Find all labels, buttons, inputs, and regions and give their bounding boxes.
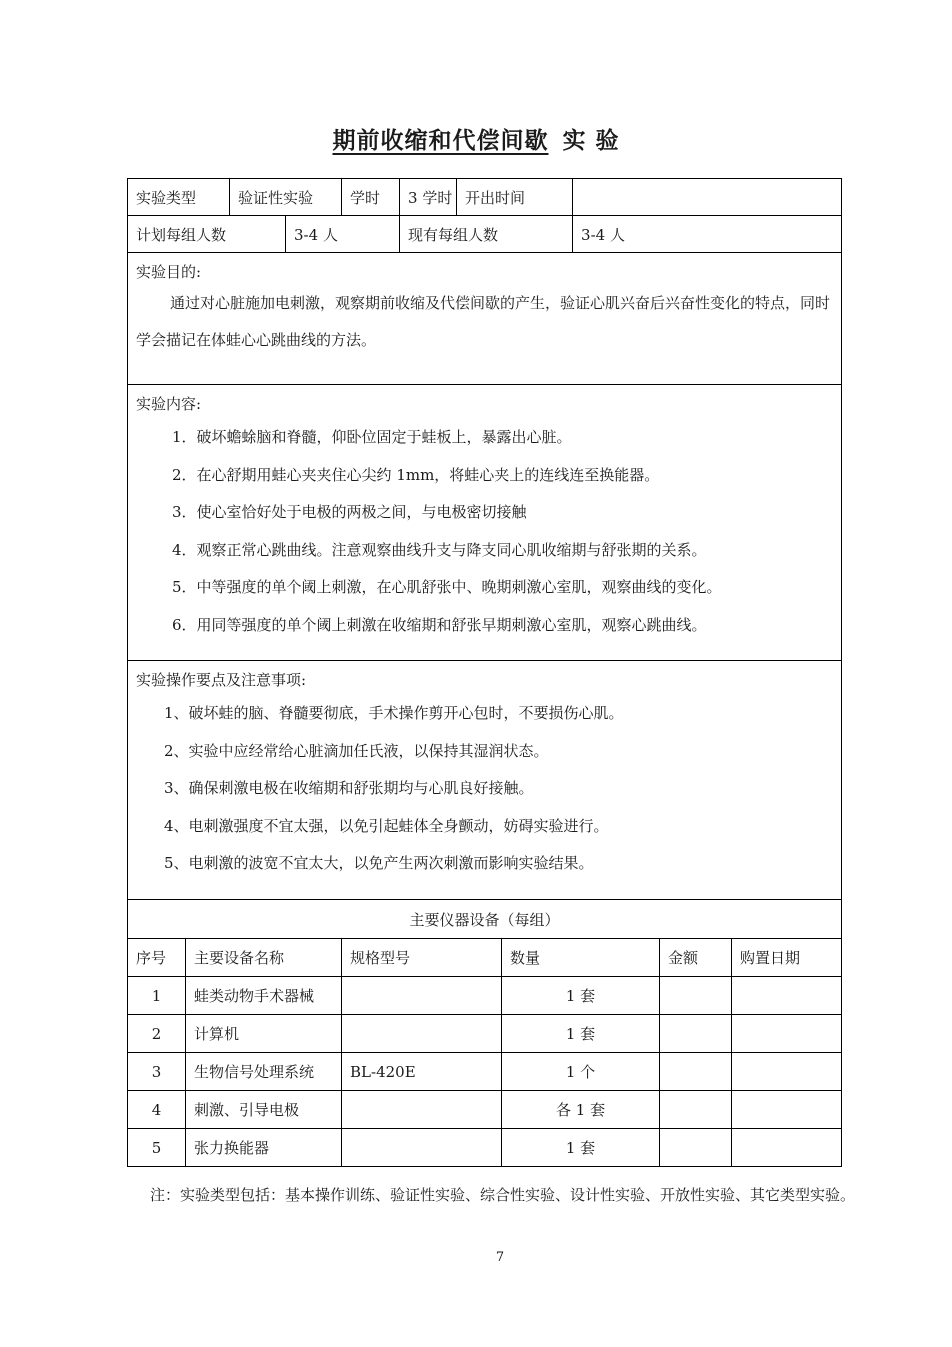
cell-amount <box>660 1091 732 1129</box>
purpose-section <box>128 253 842 385</box>
cell-date <box>732 977 842 1015</box>
cell-spec <box>342 977 502 1015</box>
col-header-qty: 数量 <box>502 939 660 977</box>
cell-index: 5 <box>128 1129 186 1167</box>
cell-amount <box>660 1053 732 1091</box>
cell-name: 刺激、引导电极 <box>186 1091 342 1129</box>
cell-amount <box>660 977 732 1015</box>
purpose-text: 通过对心脏施加电刺激，观察期前收缩及代偿间歇的产生，验证心肌兴奋后兴奋性变化的特点，同时学会描记在体蛙心心跳曲线的方法。 <box>136 294 831 349</box>
table-row <box>128 977 842 1015</box>
cell-spec <box>342 1129 502 1167</box>
cell-name: 生物信号处理系统 <box>186 1053 342 1091</box>
col-header-index: 序号 <box>128 939 186 977</box>
cell-date <box>732 1053 842 1091</box>
content-label: 实验内容: <box>136 395 202 413</box>
cell-qty: 各 1 套 <box>502 1091 660 1129</box>
cell-amount <box>660 1129 732 1167</box>
equipment-header-row <box>128 939 842 977</box>
cell-qty: 1 套 <box>502 1129 660 1167</box>
cell-index: 3 <box>128 1053 186 1091</box>
cell-date <box>732 1129 842 1167</box>
cell-amount <box>660 1015 732 1053</box>
plan-value: 3-4 人 <box>286 216 400 253</box>
col-header-amount: 金额 <box>660 939 732 977</box>
current-value: 3-4 人 <box>573 216 842 253</box>
type-label: 实验类型 <box>128 179 230 216</box>
hours-label: 学时 <box>342 179 400 216</box>
list-item: 2、实验中应经常给心脏滴加任氏液，以保持其湿润状态。 <box>164 741 549 760</box>
time-value <box>573 179 842 216</box>
plan-label: 计划每组人数 <box>128 216 286 253</box>
table-row <box>128 1053 842 1091</box>
cell-name: 张力换能器 <box>186 1129 342 1167</box>
title-suffix: 实 验 <box>562 127 620 154</box>
page-number: 7 <box>495 1250 505 1265</box>
list-item: 5．中等强度的单个阈上刺激，在心肌舒张中、晚期刺激心室肌，观察曲线的变化。 <box>172 578 722 596</box>
list-item: 4、电刺激强度不宜太强，以免引起蛙体全身颤动，妨碍实验进行。 <box>164 816 609 835</box>
cell-index: 4 <box>128 1091 186 1129</box>
notes-label: 实验操作要点及注意事项: <box>136 671 307 689</box>
list-item: 3．使心室恰好处于电极的两极之间，与电极密切接触 <box>172 503 527 521</box>
page-title <box>0 122 952 155</box>
cell-date <box>732 1091 842 1129</box>
content-section <box>128 385 842 661</box>
cell-index: 2 <box>128 1015 186 1053</box>
info-row-1 <box>128 179 842 216</box>
type-value: 验证性实验 <box>230 179 342 216</box>
cell-spec <box>342 1015 502 1053</box>
list-item: 6．用同等强度的单个阈上刺激在收缩期和舒张早期刺激心室肌，观察心跳曲线。 <box>172 615 707 634</box>
list-item: 1．破坏蟾蜍脑和脊髓，仰卧位固定于蛙板上，暴露出心脏。 <box>172 428 572 446</box>
table-row <box>128 1091 842 1129</box>
cell-qty: 1 个 <box>502 1053 660 1091</box>
cell-spec: BL-420E <box>342 1053 502 1091</box>
equipment-title-row <box>128 900 842 939</box>
purpose-label: 实验目的: <box>136 263 202 281</box>
current-label: 现有每组人数 <box>400 216 573 253</box>
col-header-date: 购置日期 <box>732 939 842 977</box>
list-item: 5、电刺激的波宽不宜太大，以免产生两次刺激而影响实验结果。 <box>164 854 594 872</box>
table-row <box>128 1015 842 1053</box>
cell-qty: 1 套 <box>502 1015 660 1053</box>
equipment-title: 主要仪器设备（每组） <box>128 900 842 939</box>
table-row <box>128 1129 842 1167</box>
cell-name: 蛙类动物手术器械 <box>186 977 342 1015</box>
experiment-table <box>127 178 842 1167</box>
cell-spec <box>342 1091 502 1129</box>
list-item: 1、破坏蛙的脑、脊髓要彻底，手术操作剪开心包时，不要损伤心肌。 <box>164 704 624 722</box>
list-item: 3、确保刺激电极在收缩期和舒张期均与心肌良好接触。 <box>164 779 534 797</box>
cell-date <box>732 1015 842 1053</box>
cell-name: 计算机 <box>186 1015 342 1053</box>
col-header-name: 主要设备名称 <box>186 939 342 977</box>
col-header-spec: 规格型号 <box>342 939 502 977</box>
time-label: 开出时间 <box>457 179 573 216</box>
cell-qty: 1 套 <box>502 977 660 1015</box>
footnote: 注：实验类型包括：基本操作训练、验证性实验、综合性实验、设计性实验、开放性实验、其它类型实验。 <box>150 1186 856 1204</box>
title-main: 期前收缩和代偿间歇 <box>332 127 549 154</box>
list-item: 4．观察正常心跳曲线。注意观察曲线升支与降支同心肌收缩期与舒张期的关系。 <box>172 540 707 559</box>
notes-list <box>136 695 833 883</box>
content-list <box>136 419 833 644</box>
info-row-2 <box>128 216 842 253</box>
list-item: 2．在心舒期用蛙心夹夹住心尖约 1mm，将蛙心夹上的连线连至换能器。 <box>172 465 660 484</box>
hours-value: 3 学时 <box>400 179 457 216</box>
notes-section <box>128 661 842 900</box>
cell-index: 1 <box>128 977 186 1015</box>
